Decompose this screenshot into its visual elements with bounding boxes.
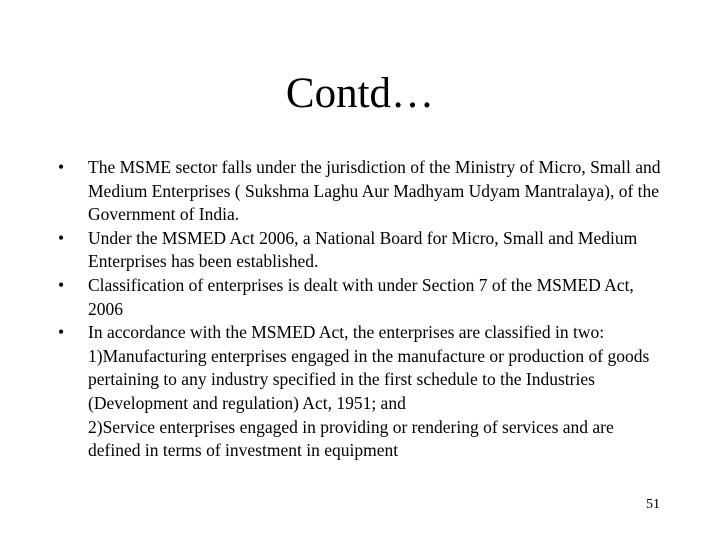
slide-title: Contd… xyxy=(285,70,435,117)
bullet-list xyxy=(56,156,666,463)
sub-item-manufacturing: 1)Manufacturing enterprises engaged in the manufacture or production of goods pertaining to any industry specified in the first schedule to the Industries (Development and regulation) Act, 1951; and xyxy=(88,345,650,413)
bullet-text: The MSME sector falls under the jurisdiction of the Ministry of Micro, Small and Medium Enterprises ( Sukshma Laghu Aur Madhyam Udyam Mantralaya), of the Government of India. xyxy=(88,157,661,225)
list-item xyxy=(56,321,666,463)
bullet-dot-icon: • xyxy=(58,274,65,295)
sub-item-service: 2)Service enterprises engaged in providing or rendering of services and are defined in terms of investment in equipment xyxy=(88,416,614,461)
list-item xyxy=(56,156,666,227)
bullet-text: In accordance with the MSMED Act, the enterprises are classified in two: xyxy=(88,322,605,343)
bullet-text: Under the MSMED Act 2006, a National Board for Micro, Small and Medium Enterprises has been established. xyxy=(88,227,638,272)
bullet-text: Classification of enterprises is dealt with under Section 7 of the MSMED Act, 2006 xyxy=(88,274,634,319)
bullet-dot-icon: • xyxy=(58,227,65,248)
list-item xyxy=(56,227,666,274)
bullet-dot-icon: • xyxy=(58,157,65,177)
list-item xyxy=(56,274,666,321)
bullet-dot-icon: • xyxy=(58,322,65,343)
page-number: 51 xyxy=(646,497,660,512)
